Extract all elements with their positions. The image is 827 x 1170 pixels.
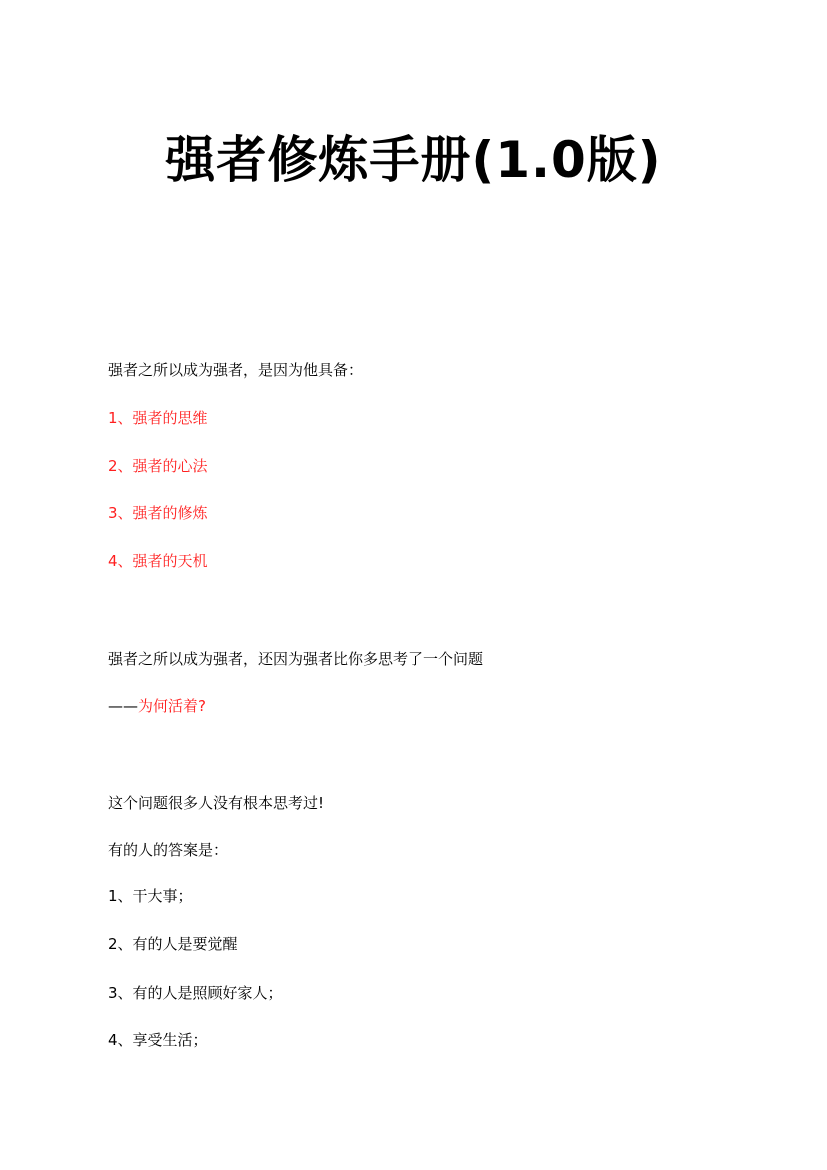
reason-text: 强者之所以成为强者，还因为强者比你多思考了一个问题 — [108, 650, 484, 668]
question-line — [108, 696, 206, 716]
red-list-item-1: 1、强者的思维 — [108, 409, 208, 427]
answer-item-2: 2、有的人是要觉醒 — [108, 935, 238, 953]
red-list-item-2: 2、强者的心法 — [108, 457, 208, 475]
red-list-item-3: 3、强者的修炼 — [108, 504, 208, 522]
red-list-item-4: 4、强者的天机 — [108, 552, 208, 570]
intro-text: 强者之所以成为强者，是因为他具备： — [108, 361, 364, 379]
answer-item-4: 4、享受生活； — [108, 1031, 208, 1049]
note-text: 这个问题很多人没有根本思考过! — [108, 794, 325, 812]
document-title: 强者修炼手册(1.0版) — [165, 131, 662, 189]
question-dash: —— — [108, 697, 138, 715]
question-text: 为何活着? — [138, 697, 206, 715]
answer-item-3: 3、有的人是照顾好家人； — [108, 984, 283, 1002]
answer-item-1: 1、干大事； — [108, 887, 193, 905]
answers-intro: 有的人的答案是： — [108, 841, 229, 859]
